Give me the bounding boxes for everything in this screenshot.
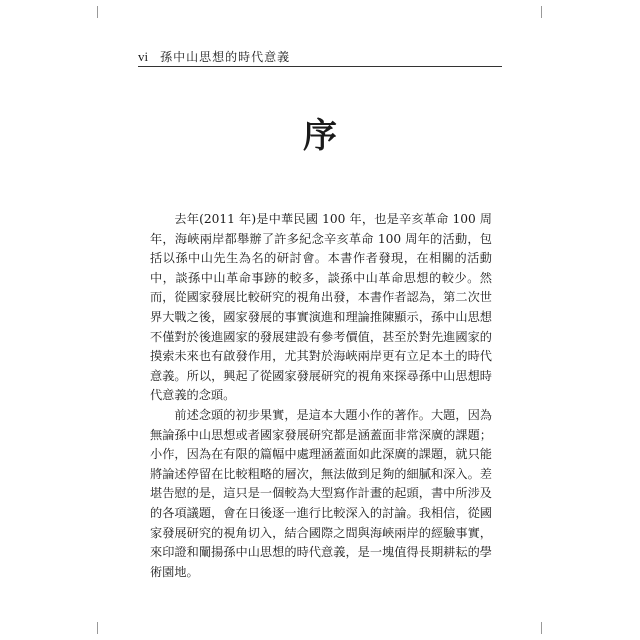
chapter-title: 序 <box>303 116 337 156</box>
header-rule <box>138 66 502 67</box>
page-number: vi <box>138 49 149 64</box>
running-head <box>138 48 290 65</box>
paragraph-1: 去年(2011 年)是中華民國 100 年，也是辛亥革命 100 周年，海峽兩岸都舉辦了許多紀念辛亥革命 100 周年的活動，包括以孫中山先生為名的研討會。本書作者發現，在相關的活動中，談孫中山革命事跡的較多，談孫中山革命思想的較少。然而，從國家發展比較研究的視角出發，本書作者認為，第二次世界大戰之後，國家發展的事實演進和理論推陳顯示，孫中山思想不僅對於後進國家的發展建設有參考價值，甚至於對先進國家的摸索未來也有啟發作用，尤其對於海峽兩岸更有立足本土的時代意義。所以，興起了從國家發展研究的視角來探尋孫中山思想時代意義的念頭。 <box>150 212 492 403</box>
running-head-title: 孫中山思想的時代意義 <box>160 50 291 64</box>
paragraph-2: 前述念頭的初步果實，是這本大題小作的著作。大題，因為無論孫中山思想或者國家發展研究都是涵蓋面非常深廣的課題；小作，因為在有限的篇幅中處理涵蓋面如此深廣的課題，就只能將論述停留在比較粗略的層次，無法做到足夠的細膩和深入。差堪告慰的是，這只是一個較為大型寫作計畫的起頭，書中所涉及的各項議題，會在日後逐一進行比較深入的討論。我相信，從國家發展研究的視角切入，結合國際之間與海峽兩岸的經驗事實，來印證和闡揚孫中山思想的時代意義，是一塊值得長期耕耘的學術園地。 <box>150 407 492 579</box>
crop-mark-bottom-left-vertical <box>97 622 98 634</box>
crop-mark-top-left-vertical <box>97 6 98 18</box>
body-text <box>150 210 492 582</box>
crop-mark-top-right-vertical <box>541 6 542 18</box>
crop-mark-bottom-right-vertical <box>541 622 542 634</box>
